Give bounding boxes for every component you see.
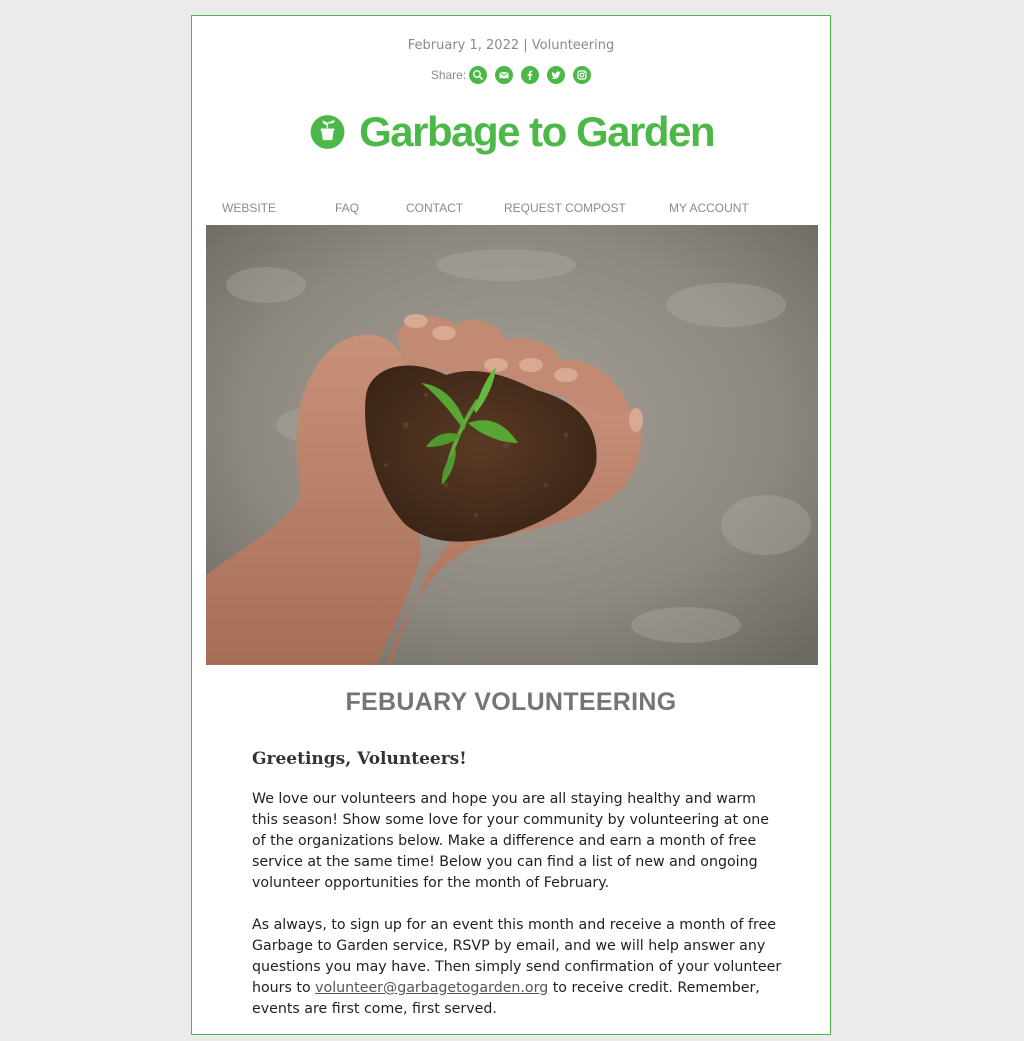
twitter-icon[interactable]: [547, 66, 565, 84]
issue-meta: [192, 38, 830, 53]
article-body: [252, 749, 782, 1041]
greeting: Greetings, Volunteers!: [252, 749, 467, 769]
paragraph-intro: We love our volunteers and hope you are all staying healthy and warm this season! Show some love for your community by volunteering at one of the organizations below. Make a difference and earn a month of free service at the same time! Below you can find a list of new and ongoing volunteer opportunities for the month of February.: [252, 791, 769, 891]
nav-request-compost[interactable]: REQUEST COMPOST: [504, 201, 626, 215]
can-sprout-icon: [310, 104, 345, 160]
nav-contact[interactable]: CONTACT: [406, 201, 464, 215]
share-label: Share:: [430, 68, 467, 82]
nav-website[interactable]: WEBSITE: [222, 201, 277, 215]
facebook-icon[interactable]: [521, 66, 539, 84]
paragraph-signup-text: As always, to sign up for an event this month and receive a month of free Garbage to Garden service, RSVP by email, and we will help answer any questions you may have. Then simply send confirmation of your volunteer hours to: [252, 917, 782, 996]
volunteer-email-link[interactable]: volunteer@garbagetogarden.org: [315, 980, 549, 996]
paragraph-signup-tail: to receive credit. Remember, events are first come, first served.: [252, 980, 760, 1017]
hero-image: [206, 225, 818, 665]
meta-separator: |: [519, 38, 532, 53]
brand-name: Garbage to Garden: [359, 108, 714, 155]
share-bar: [192, 66, 830, 84]
search-icon[interactable]: [469, 66, 487, 84]
brand-logo[interactable]: [310, 104, 714, 160]
email-icon[interactable]: [495, 66, 513, 84]
main-nav: [192, 201, 830, 221]
email-container: [191, 15, 831, 1035]
nav-my-account[interactable]: MY ACCOUNT: [669, 201, 749, 215]
article-headline: FEBUARY VOLUNTEERING: [345, 688, 677, 716]
issue-date: February 1, 2022: [407, 38, 520, 53]
nav-faq[interactable]: FAQ: [335, 201, 360, 215]
paragraph-signup: [252, 915, 782, 1020]
instagram-icon[interactable]: [573, 66, 591, 84]
issue-category[interactable]: Volunteering: [531, 38, 615, 53]
